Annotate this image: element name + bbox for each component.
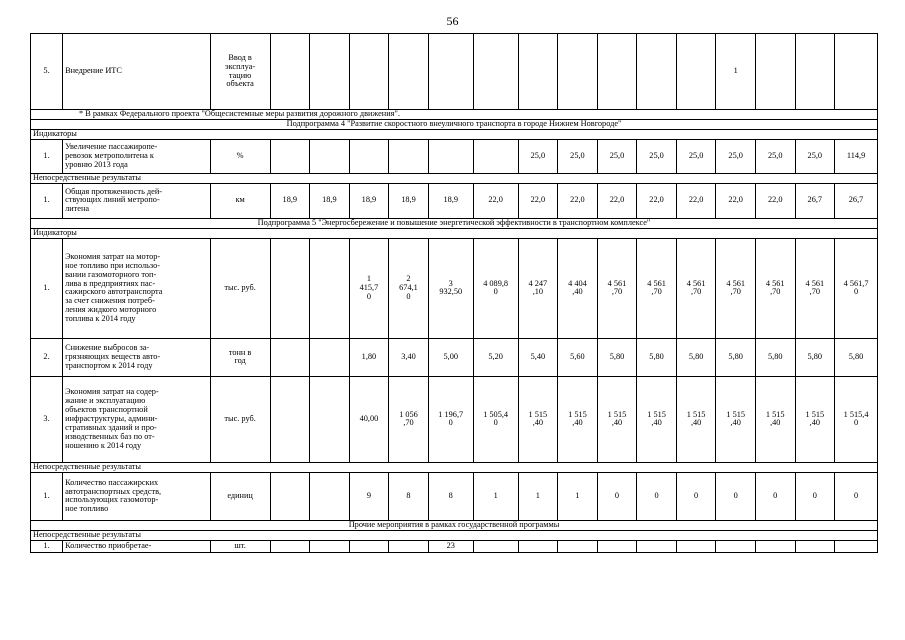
value-cell: 22,0: [558, 183, 598, 218]
row-number-cell: 1.: [31, 472, 63, 520]
value-cell: 4 561 ,70: [795, 238, 835, 338]
value-cell: [716, 540, 756, 552]
value-cell: [473, 540, 518, 552]
unit-cell: Ввод в эксплуа- тацию объекта: [210, 34, 270, 110]
value-cell: 1 515 ,40: [558, 376, 598, 462]
value-cell: 18,9: [389, 183, 429, 218]
value-cell: 22,0: [716, 183, 756, 218]
value-cell: [518, 540, 558, 552]
value-cell: [835, 34, 878, 110]
table-row: [31, 183, 878, 218]
value-cell: 0: [597, 472, 637, 520]
value-cell: 1 515 ,40: [676, 376, 716, 462]
table-row: [31, 129, 878, 139]
value-cell: [637, 540, 677, 552]
group-heading: Индикаторы: [31, 129, 878, 139]
value-cell: 1 415,7 0: [349, 238, 389, 338]
value-cell: 8: [389, 472, 429, 520]
value-cell: 18,9: [310, 183, 350, 218]
row-number-cell: 1.: [31, 540, 63, 552]
table-row: [31, 472, 878, 520]
group-heading: Непосредственные результаты: [31, 462, 878, 472]
value-cell: [795, 34, 835, 110]
table-row: [31, 520, 878, 530]
value-cell: 4 561 ,70: [597, 238, 637, 338]
value-cell: 1: [473, 472, 518, 520]
value-cell: 1 515 ,40: [637, 376, 677, 462]
indicator-name-cell: Количество приобретае-: [63, 540, 211, 552]
value-cell: 3 932,50: [428, 238, 473, 338]
table-row: [31, 119, 878, 129]
unit-cell: км: [210, 183, 270, 218]
value-cell: [558, 540, 598, 552]
value-cell: [310, 34, 350, 110]
value-cell: [428, 139, 473, 173]
value-cell: 5,80: [755, 338, 795, 376]
value-cell: 5,40: [518, 338, 558, 376]
value-cell: 5,80: [676, 338, 716, 376]
value-cell: 4 561 ,70: [716, 238, 756, 338]
subprogram-heading: Подпрограмма 4 "Развитие скоростного внеуличного транспорта в городе Нижнем Новгороде": [31, 119, 878, 129]
value-cell: 25,0: [597, 139, 637, 173]
value-cell: [597, 34, 637, 110]
unit-cell: тыс. руб.: [210, 238, 270, 338]
value-cell: [270, 472, 310, 520]
value-cell: 2 674,1 0: [389, 238, 429, 338]
indicator-name-cell: Количество пассажирских автотранспортных средств, использующих газомотор- ное топливо: [63, 472, 211, 520]
subprogram-heading: Прочие мероприятия в рамках государственной программы: [31, 520, 878, 530]
table-row: [31, 110, 878, 120]
group-heading: Непосредственные результаты: [31, 530, 878, 540]
value-cell: 1 515 ,40: [795, 376, 835, 462]
value-cell: 4 561 ,70: [755, 238, 795, 338]
value-cell: 1 515,4 0: [835, 376, 878, 462]
table-row: [31, 173, 878, 183]
indicator-name-cell: Внедрение ИТС: [63, 34, 211, 110]
value-cell: [270, 238, 310, 338]
table-row: [31, 218, 878, 228]
value-cell: [270, 540, 310, 552]
value-cell: [349, 139, 389, 173]
value-cell: 25,0: [558, 139, 598, 173]
value-cell: 25,0: [755, 139, 795, 173]
value-cell: 18,9: [349, 183, 389, 218]
value-cell: 1 515 ,40: [755, 376, 795, 462]
unit-cell: тыс. руб.: [210, 376, 270, 462]
footnote-row: * В рамках Федерального проекта "Общесистемные меры развития дорожного движения".: [31, 110, 878, 120]
value-cell: [389, 139, 429, 173]
value-cell: 22,0: [518, 183, 558, 218]
value-cell: 40,00: [349, 376, 389, 462]
value-cell: 26,7: [795, 183, 835, 218]
indicator-name-cell: Экономия затрат на мотор- ное топливо при использо- вании газомоторного топ- лива в предприятиях пас- сажирского автотранспорта за счет снижения потреб- ления жидкого моторного топлива к 2014 году: [63, 238, 211, 338]
value-cell: 22,0: [473, 183, 518, 218]
value-cell: [349, 540, 389, 552]
row-number-cell: 2.: [31, 338, 63, 376]
value-cell: 25,0: [795, 139, 835, 173]
value-cell: 5,80: [637, 338, 677, 376]
value-cell: [310, 338, 350, 376]
indicator-name-cell: Снижение выбросов за- грязняющих веществ авто- транспортом к 2014 году: [63, 338, 211, 376]
value-cell: 18,9: [428, 183, 473, 218]
value-cell: [310, 238, 350, 338]
value-cell: 1 505,4 0: [473, 376, 518, 462]
value-cell: 25,0: [676, 139, 716, 173]
value-cell: [755, 540, 795, 552]
value-cell: 5,80: [597, 338, 637, 376]
value-cell: 22,0: [755, 183, 795, 218]
indicator-name-cell: Увеличение пассажиропе- ревозок метрополитена к уровню 2013 года: [63, 139, 211, 173]
value-cell: 9: [349, 472, 389, 520]
value-cell: 1 056 ,70: [389, 376, 429, 462]
value-cell: [389, 540, 429, 552]
row-number-cell: 1.: [31, 238, 63, 338]
unit-cell: тонн в год: [210, 338, 270, 376]
value-cell: [310, 472, 350, 520]
group-heading: Индикаторы: [31, 228, 878, 238]
value-cell: 18,9: [270, 183, 310, 218]
value-cell: 0: [676, 472, 716, 520]
table-row: [31, 540, 878, 552]
value-cell: 22,0: [597, 183, 637, 218]
value-cell: [518, 34, 558, 110]
value-cell: 4 247 ,10: [518, 238, 558, 338]
value-cell: [473, 34, 518, 110]
value-cell: [676, 34, 716, 110]
value-cell: 0: [755, 472, 795, 520]
value-cell: [310, 139, 350, 173]
value-cell: [676, 540, 716, 552]
value-cell: 4 089,8 0: [473, 238, 518, 338]
unit-cell: единиц: [210, 472, 270, 520]
indicator-name-cell: Общая протяженность дей- ствующих линий метропо- литена: [63, 183, 211, 218]
table-row: [31, 238, 878, 338]
value-cell: 5,80: [716, 338, 756, 376]
value-cell: 0: [835, 472, 878, 520]
value-cell: [310, 376, 350, 462]
value-cell: [597, 540, 637, 552]
value-cell: [389, 34, 429, 110]
value-cell: 26,7: [835, 183, 878, 218]
value-cell: 22,0: [676, 183, 716, 218]
value-cell: 1: [558, 472, 598, 520]
table-row: [31, 228, 878, 238]
value-cell: [637, 34, 677, 110]
value-cell: [270, 376, 310, 462]
value-cell: 3,40: [389, 338, 429, 376]
value-cell: 1: [518, 472, 558, 520]
value-cell: [428, 34, 473, 110]
row-number-cell: 1.: [31, 139, 63, 173]
value-cell: [473, 139, 518, 173]
value-cell: [270, 34, 310, 110]
table-row: [31, 338, 878, 376]
group-heading: Непосредственные результаты: [31, 173, 878, 183]
value-cell: 114,9: [835, 139, 878, 173]
value-cell: 4 561 ,70: [637, 238, 677, 338]
value-cell: 0: [795, 472, 835, 520]
value-cell: 1 515 ,40: [716, 376, 756, 462]
value-cell: 22,0: [637, 183, 677, 218]
value-cell: [270, 338, 310, 376]
value-cell: 5,00: [428, 338, 473, 376]
value-cell: 5,80: [795, 338, 835, 376]
table-row: [31, 139, 878, 173]
value-cell: 5,60: [558, 338, 598, 376]
indicator-name-cell: Экономия затрат на содер- жание и эксплуатацию объектов транспортной инфраструктуры, админи- стративных зданий и про- изводственных баз по от- ношению к 2014 году: [63, 376, 211, 462]
subprogram-heading: Подпрограмма 5 "Энергосбережение и повышение энергетической эффективности в транспортном комплексе": [31, 218, 878, 228]
value-cell: [835, 540, 878, 552]
value-cell: 4 404 ,40: [558, 238, 598, 338]
value-cell: 1 196,7 0: [428, 376, 473, 462]
value-cell: 25,0: [716, 139, 756, 173]
row-number-cell: 5.: [31, 34, 63, 110]
value-cell: [270, 139, 310, 173]
value-cell: 25,0: [637, 139, 677, 173]
value-cell: 5,80: [835, 338, 878, 376]
table-row: [31, 34, 878, 110]
value-cell: 4 561,7 0: [835, 238, 878, 338]
table-row: [31, 530, 878, 540]
indicators-table: [30, 33, 878, 553]
table-row: [31, 376, 878, 462]
row-number-cell: 1.: [31, 183, 63, 218]
value-cell: [558, 34, 598, 110]
value-cell: 8: [428, 472, 473, 520]
value-cell: 0: [637, 472, 677, 520]
table-row: [31, 462, 878, 472]
value-cell: 1 515 ,40: [518, 376, 558, 462]
page-number: 56: [446, 14, 459, 28]
value-cell: 25,0: [518, 139, 558, 173]
value-cell: 4 561 ,70: [676, 238, 716, 338]
value-cell: [310, 540, 350, 552]
value-cell: 1: [716, 34, 756, 110]
table-body: [31, 34, 878, 553]
value-cell: 5,20: [473, 338, 518, 376]
value-cell: [349, 34, 389, 110]
row-number-cell: 3.: [31, 376, 63, 462]
value-cell: 23: [428, 540, 473, 552]
value-cell: [755, 34, 795, 110]
value-cell: 1 515 ,40: [597, 376, 637, 462]
value-cell: [795, 540, 835, 552]
value-cell: 1,80: [349, 338, 389, 376]
unit-cell: шт.: [210, 540, 270, 552]
value-cell: 0: [716, 472, 756, 520]
unit-cell: %: [210, 139, 270, 173]
